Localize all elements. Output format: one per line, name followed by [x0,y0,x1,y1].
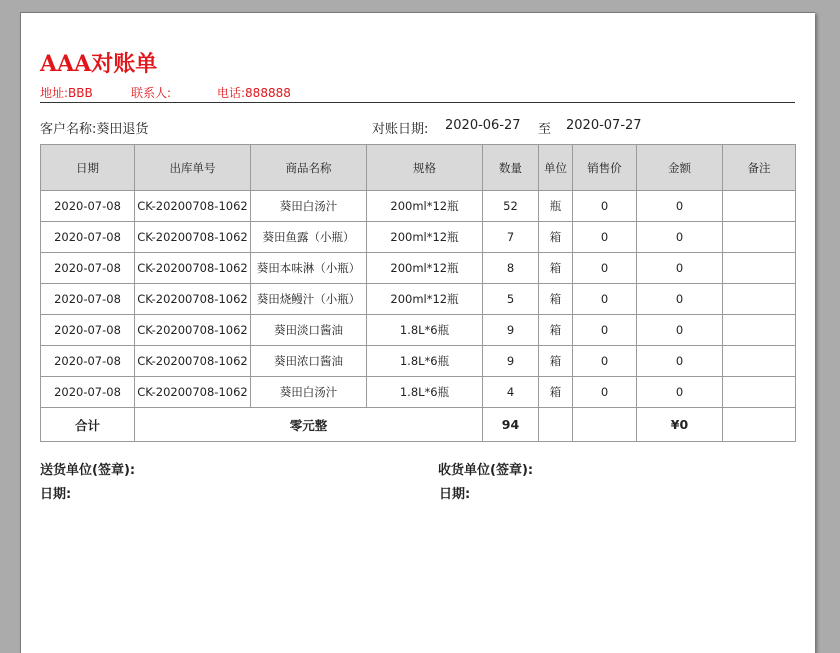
cell-remark [723,284,796,315]
cell-remark [723,346,796,377]
cell-product: 葵田鱼露（小瓶） [251,222,367,253]
sender-date: 日期: [40,487,72,502]
cell-order-no: CK-20200708-1062 [135,315,251,346]
cell-amount: 0 [637,377,723,408]
cell-quantity: 5 [483,284,539,315]
sender-unit-signature: 送货单位(签章): [40,463,136,478]
table-row [41,253,796,284]
total-amount: ¥0 [637,408,723,442]
cell-price: 0 [573,222,637,253]
total-unit-empty [539,408,573,442]
cell-amount: 0 [637,191,723,222]
total-remark-empty [723,408,796,442]
cell-spec: 200ml*12瓶 [367,284,483,315]
cell-unit: 箱 [539,346,573,377]
cell-remark [723,253,796,284]
statement-page [20,12,815,653]
cell-unit: 瓶 [539,191,573,222]
cell-date: 2020-07-08 [41,253,135,284]
receiver-date: 日期: [439,487,471,502]
cell-quantity: 9 [483,315,539,346]
cell-date: 2020-07-08 [41,191,135,222]
cell-order-no: CK-20200708-1062 [135,284,251,315]
total-quantity: 94 [483,408,539,442]
cell-amount: 0 [637,222,723,253]
cell-date: 2020-07-08 [41,284,135,315]
total-row [41,408,796,442]
cell-unit: 箱 [539,222,573,253]
cell-price: 0 [573,315,637,346]
cell-price: 0 [573,284,637,315]
table-row [41,377,796,408]
column-header-amount: 金额 [637,145,723,191]
cell-unit: 箱 [539,315,573,346]
column-header-order-no: 出库单号 [135,145,251,191]
column-header-product: 商品名称 [251,145,367,191]
cell-spec: 1.8L*6瓶 [367,315,483,346]
cell-unit: 箱 [539,253,573,284]
cell-amount: 0 [637,253,723,284]
cell-amount: 0 [637,346,723,377]
column-header-remark: 备注 [723,145,796,191]
cell-product: 葵田淡口酱油 [251,315,367,346]
cell-order-no: CK-20200708-1062 [135,346,251,377]
cell-date: 2020-07-08 [41,222,135,253]
total-amount-in-words: 零元整 [135,408,483,442]
column-header-quantity: 数量 [483,145,539,191]
cell-order-no: CK-20200708-1062 [135,222,251,253]
cell-date: 2020-07-08 [41,315,135,346]
cell-remark [723,377,796,408]
cell-remark [723,191,796,222]
cell-order-no: CK-20200708-1062 [135,191,251,222]
cell-product: 葵田浓口酱油 [251,346,367,377]
total-price-empty [573,408,637,442]
cell-remark [723,315,796,346]
cell-order-no: CK-20200708-1062 [135,253,251,284]
cell-unit: 箱 [539,377,573,408]
column-header-unit: 单位 [539,145,573,191]
period-to-label: 至 [538,122,552,137]
cell-quantity: 52 [483,191,539,222]
cell-price: 0 [573,191,637,222]
table-row [41,346,796,377]
table-row [41,191,796,222]
column-header-price: 销售价 [573,145,637,191]
cell-remark [723,222,796,253]
company-contact: 联系人: [131,86,172,100]
cell-quantity: 9 [483,346,539,377]
cell-product: 葵田烧鳗汁（小瓶） [251,284,367,315]
statement-table [40,144,796,442]
period-end-date: 2020-07-27 [566,118,642,133]
cell-product: 葵田白汤汁 [251,191,367,222]
cell-product: 葵田白汤汁 [251,377,367,408]
period-label: 对账日期: [372,122,429,137]
cell-order-no: CK-20200708-1062 [135,377,251,408]
header-divider [40,102,795,103]
column-header-spec: 规格 [367,145,483,191]
statement-title: AAA对账单 [40,51,158,77]
cell-amount: 0 [637,315,723,346]
customer-name: 客户名称:葵田退货 [40,122,149,137]
cell-date: 2020-07-08 [41,377,135,408]
cell-date: 2020-07-08 [41,346,135,377]
cell-quantity: 7 [483,222,539,253]
cell-unit: 箱 [539,284,573,315]
cell-amount: 0 [637,284,723,315]
cell-price: 0 [573,253,637,284]
table-row [41,222,796,253]
cell-spec: 200ml*12瓶 [367,222,483,253]
cell-spec: 200ml*12瓶 [367,191,483,222]
table-row [41,315,796,346]
company-phone: 电话:888888 [217,86,291,100]
cell-quantity: 8 [483,253,539,284]
cell-spec: 1.8L*6瓶 [367,377,483,408]
cell-spec: 1.8L*6瓶 [367,346,483,377]
cell-price: 0 [573,377,637,408]
column-header-date: 日期 [41,145,135,191]
cell-product: 葵田本味淋（小瓶） [251,253,367,284]
cell-price: 0 [573,346,637,377]
receiver-unit-signature: 收货单位(签章): [438,463,534,478]
table-header-row [41,145,796,191]
cell-quantity: 4 [483,377,539,408]
total-label: 合计 [41,408,135,442]
period-start-date: 2020-06-27 [445,118,521,133]
company-address: 地址:BBB [40,86,93,100]
table-row [41,284,796,315]
cell-spec: 200ml*12瓶 [367,253,483,284]
